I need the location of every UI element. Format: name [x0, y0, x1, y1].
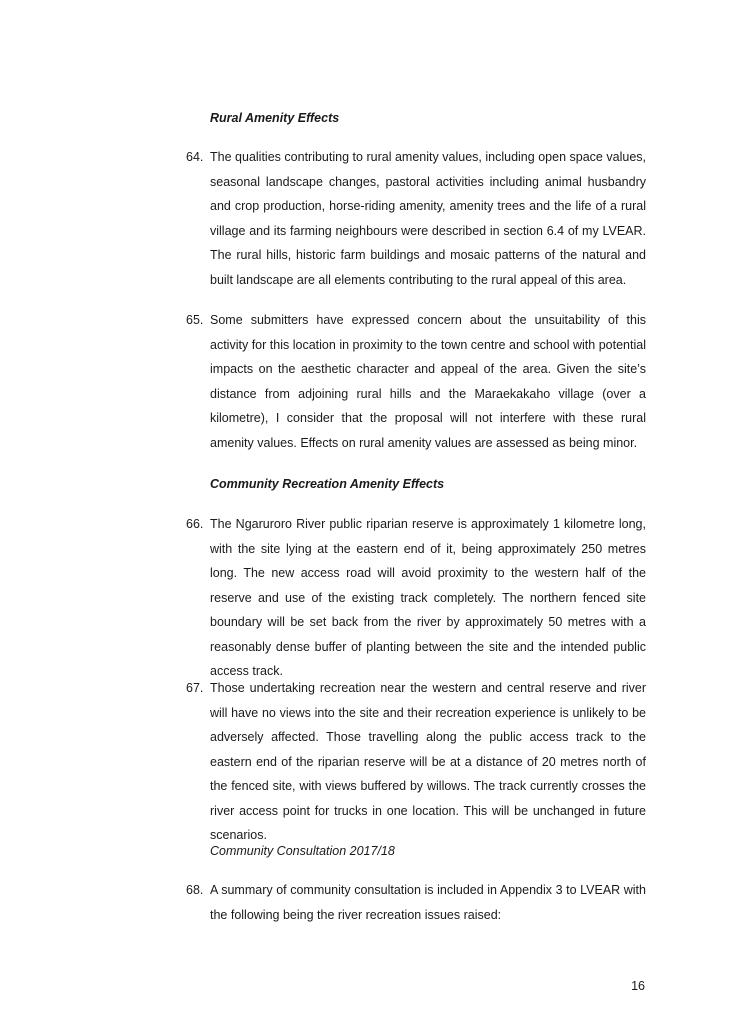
paragraph-text: Some submitters have expressed concern about the unsuitability of this activity for this location in proximity to the town centre and school with potential impacts on the aesthetic character and appeal of the area. Given the site’s distance from adjoining rural hills and the Maraekakaho village (over a kilometre), I consider that the proposal will not interfere with these rural amenity values. Effects on rural amenity values are assessed as being minor.	[210, 313, 646, 450]
paragraph-68	[186, 878, 646, 927]
paragraph-67	[186, 676, 646, 848]
paragraph-65	[186, 308, 646, 455]
paragraph-64	[186, 145, 646, 292]
paragraph-66	[186, 512, 646, 684]
section-heading-community-consultation: Community Consultation 2017/18	[210, 844, 395, 858]
section-heading-rural-amenity: Rural Amenity Effects	[210, 111, 340, 125]
paragraph-text: The Ngaruroro River public riparian reserve is approximately 1 kilometre long, with the site lying at the eastern end of it, being approximately 250 metres long. The new access road will avoid proximity to the western half of the reserve and use of the existing track completely. The northern fenced site boundary will be set back from the river by approximately 50 metres with a reasonably dense buffer of planting between the site and the intended public access track.	[210, 517, 646, 678]
paragraph-text: Those undertaking recreation near the western and central reserve and river will have no views into the site and their recreation experience is unlikely to be adversely affected. Those travelling along the public access track to the eastern end of the riparian reserve will be at a distance of 20 metres north of the fenced site, with views buffered by willows. The track currently crosses the river access point for trucks in one location. This will be unchanged in future scenarios.	[210, 681, 646, 842]
paragraph-text: The qualities contributing to rural amenity values, including open space values, seasonal landscape changes, pastoral activities including animal husbandry and crop production, horse-riding amenity, amenity trees and the life of a rural village and its farming neighbours were described in section 6.4 of my LVEAR. The rural hills, historic farm buildings and mosaic patterns of the natural and built landscape are all elements contributing to the rural appeal of this area.	[210, 150, 646, 287]
section-heading-community-recreation: Community Recreation Amenity Effects	[210, 477, 445, 491]
paragraph-number: 64.	[186, 150, 204, 164]
paragraph-number: 65.	[186, 313, 204, 327]
page-number: 16	[631, 979, 645, 993]
paragraph-number: 68.	[186, 883, 204, 897]
paragraph-number: 67.	[186, 681, 204, 695]
paragraph-text: A summary of community consultation is included in Appendix 3 to LVEAR with the following being the river recreation issues raised:	[210, 883, 646, 922]
paragraph-number: 66.	[186, 517, 204, 531]
